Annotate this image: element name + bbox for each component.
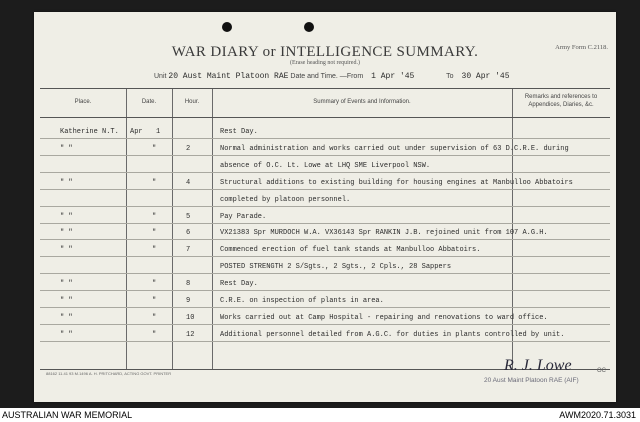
unit-stamp: 20 Aust Maint Platoon RAE (AIF) xyxy=(484,377,579,384)
entry-month: " xyxy=(152,229,157,238)
header-summary: Summary of Events and Information. xyxy=(313,99,411,105)
row-rule xyxy=(40,172,610,173)
entry-text: Structural additions to existing building for housing engines at Manbulloo Abbatoirs xyxy=(220,178,573,187)
row-rule xyxy=(40,206,610,207)
header-place: Place. xyxy=(74,99,92,105)
entry-month: " xyxy=(152,330,157,339)
entry-text: Rest Day. xyxy=(220,128,258,136)
entry-text: absence of O.C. Lt. Lowe at LHQ SME Liverpool NSW. xyxy=(220,161,431,170)
entry-day: 5 xyxy=(186,212,191,221)
archive-caption: AUSTRALIAN WAR MEMORIAL xyxy=(2,410,133,420)
row-rule xyxy=(40,341,610,342)
entry-place: Katherine N.T. xyxy=(60,128,119,136)
punch-hole-right xyxy=(304,22,314,32)
entry-month: " xyxy=(152,280,157,289)
entry-day: 12 xyxy=(186,330,195,339)
oc-label: OC xyxy=(597,368,606,374)
header-remarks: Remarks and references to Appendices, Diaries, &c. xyxy=(524,94,598,108)
date-time-label: Date and Time. xyxy=(290,73,338,80)
row-rule xyxy=(40,307,610,308)
entry-text: Pay Parade. xyxy=(220,212,267,221)
entry-day: 4 xyxy=(186,178,191,187)
column-divider xyxy=(172,89,173,369)
entry-text: Rest Day. xyxy=(220,280,258,289)
entry-day: 8 xyxy=(186,280,191,289)
entry-place: " " xyxy=(60,144,73,153)
column-divider xyxy=(126,89,127,369)
entry-day: 7 xyxy=(186,246,191,255)
entry-text: Normal administration and works carried out under supervision of 63 D.C.R.E. during xyxy=(220,144,569,153)
row-rule xyxy=(40,273,610,274)
entry-month: " xyxy=(152,246,157,255)
entry-day: 10 xyxy=(186,313,195,322)
header-divider xyxy=(40,117,610,118)
from-label: From xyxy=(346,73,364,80)
header-date: Date. xyxy=(141,99,157,105)
row-rule xyxy=(40,324,610,325)
entry-day: 2 xyxy=(186,144,191,153)
entry-text: C.R.E. on inspection of plants in area. xyxy=(220,297,384,305)
row-rule xyxy=(40,239,610,240)
punch-hole-left xyxy=(222,22,232,32)
row-rule xyxy=(40,256,610,257)
archive-id: AWM2020.71.3031 xyxy=(559,410,636,420)
diary-table xyxy=(40,88,610,370)
signature: R. J. Lowe xyxy=(504,357,572,374)
entry-place: " " xyxy=(60,212,73,221)
entry-month: " xyxy=(152,297,157,305)
entry-text: VX21383 Spr MURDOCH W.A. VX36143 Spr RANKIN J.B. rejoined unit from 107 A.G.H. xyxy=(220,229,548,238)
row-rule xyxy=(40,189,610,190)
entry-month: " xyxy=(152,144,157,153)
entry-text: POSTED STRENGTH 2 S/Sgts., 2 Sgts., 2 Cpls., 28 Sappers xyxy=(220,263,452,272)
diary-page xyxy=(34,12,616,402)
entry-text: Commenced erection of fuel tank stands at Manbulloo Abbatoirs. xyxy=(220,246,481,255)
to-label: To xyxy=(446,73,454,80)
entry-day: 9 xyxy=(186,297,191,305)
unit-line: Unit 20 Aust Maint Platoon RAE Date and Time. —From 1 Apr '45 To 30 Apr '45 xyxy=(154,72,510,81)
header-hour: Hour. xyxy=(184,99,200,105)
from-date: 1 Apr '45 xyxy=(371,72,415,81)
entry-place: " " xyxy=(60,178,73,187)
entry-day: 1 xyxy=(156,128,161,136)
row-rule xyxy=(40,290,610,291)
entry-text: Additional personnel detailed from A.G.C. for duties in plants controlled by unit. xyxy=(220,330,565,339)
entry-place: " " xyxy=(60,297,73,305)
row-rule xyxy=(40,138,610,139)
entry-month: " xyxy=(152,313,157,322)
entry-place: " " xyxy=(60,330,73,339)
entry-place: " " xyxy=(60,246,73,255)
to-date: 30 Apr '45 xyxy=(461,72,510,81)
entry-month: " xyxy=(152,212,157,221)
row-rule xyxy=(40,155,610,156)
form-reference: Army Form C.2118. xyxy=(555,44,608,51)
entry-place: " " xyxy=(60,229,73,238)
entry-place: " " xyxy=(60,280,73,289)
column-divider xyxy=(212,89,213,369)
unit-value: 20 Aust Maint Platoon RAE xyxy=(168,72,289,81)
printer-imprint: 88162 11.41 93 M.1496 A. H. PRITCHARD, ACTING GOVT. PRINTER xyxy=(46,371,172,376)
unit-prefix: Unit xyxy=(154,73,167,80)
entry-day: 6 xyxy=(186,229,191,238)
entry-text: completed by platoon personnel. xyxy=(220,195,351,204)
document-subtitle: (Erase heading not required.) xyxy=(290,60,360,66)
row-rule xyxy=(40,223,610,224)
document-title: WAR DIARY or INTELLIGENCE SUMMARY. xyxy=(171,44,479,60)
entry-place: " " xyxy=(60,313,73,322)
entry-month: " xyxy=(152,178,157,187)
entry-text: Works carried out at Camp Hospital - repairing and renovations to ward office. xyxy=(220,313,548,322)
entry-month: Apr xyxy=(130,128,143,136)
